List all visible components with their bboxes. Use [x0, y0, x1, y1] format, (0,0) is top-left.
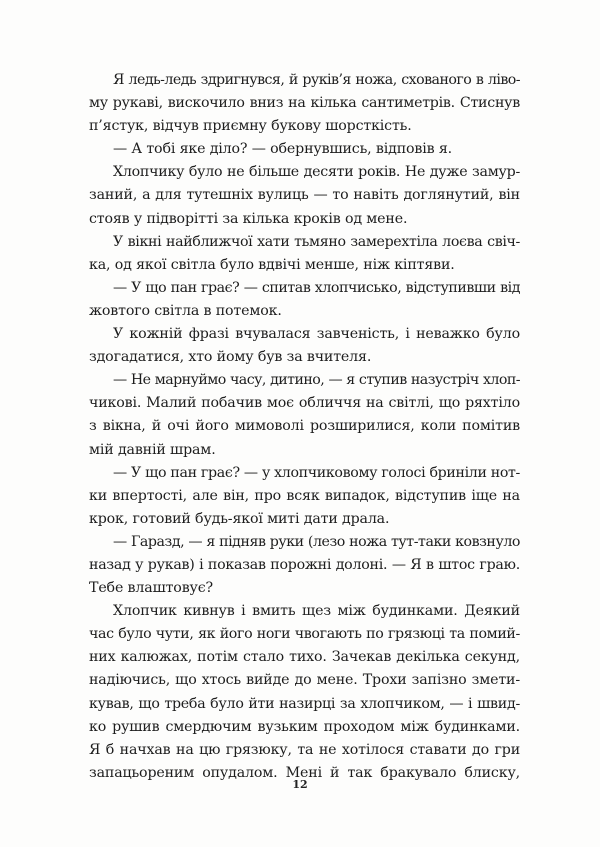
text-line: крок, готовий будь-якої миті дати драла.: [89, 510, 390, 527]
text-line: назад у рукав) і показав порожні долоні. — Я в штос граю.: [89, 556, 520, 573]
text-line: — У що пан грає? — спитав хлопчисько, відступивши від: [113, 279, 520, 296]
text-line: стояв у підворітті за кілька кроків од мене.: [89, 210, 408, 227]
text-line: У вікні найближчої хати тьмяно замерехтіла лоєва свіч-: [113, 233, 520, 250]
text-line: з вікна, й очі його мимоволі розширилися, коли помітив: [89, 418, 520, 435]
text-line: Тебе влаштовує?: [89, 580, 213, 597]
text-line: кував, що треба було йти назирці за хлопчиком, — і швид-: [89, 695, 520, 712]
text-line: чикові. Малий побачив моє обличчя на світлі, що ряхтіло: [89, 395, 520, 412]
text-line: У кожній фразі вчувалася завченість, і неважко було: [113, 326, 520, 343]
text-line: здогадатися, хто йому був за вчителя.: [89, 349, 372, 366]
text-line: Хлопчик кивнув і вмить щез між будинками. Деякий: [113, 603, 520, 620]
text-line: Я ледь-ледь здригнувся, й руків’я ножа, схованого в ліво-: [113, 72, 520, 88]
text-line: му рукаві, вискочило вниз на кілька сантиметрів. Стиснув: [89, 95, 520, 112]
text-line: — Не марнуймо часу, дитино, — я ступив назустріч хлоп-: [113, 372, 520, 389]
page-number: 12: [292, 778, 308, 791]
text-line: запацьореним опудалом. Мені й так бракувало блиску,: [89, 764, 520, 781]
text-line: п’ястук, відчув приємну букову шорсткість.: [89, 118, 412, 135]
text-line: — А тобі яке діло? — обернувшись, відповів я.: [113, 141, 452, 158]
text-line: ка, од якої світла було вдвічі менше, ніж кіптяви.: [89, 256, 455, 273]
text-line: — У що пан грає? — у хлопчиковому голосі бриніли нот-: [113, 464, 520, 481]
text-line: мій давній шрам.: [89, 441, 216, 458]
text-line: жовтого світла в потемок.: [89, 302, 282, 319]
text-line: ко рушив смердючим вузьким проходом між будинками.: [89, 718, 520, 735]
text-line: — Гаразд, — я підняв руки (лезо ножа тут-таки ковзнуло: [113, 533, 520, 550]
text-line: надіючись, що хтось вийде до мене. Трохи запізно змети-: [89, 672, 520, 689]
text-line: заний, а для тутешніх вулиць — то навіть доглянутий, він: [89, 187, 520, 204]
text-line: них калюжах, потім стало тихо. Зачекав декілька секунд,: [89, 649, 520, 666]
text-line: ки впертості, але він, про всяк випадок, відступив іще на: [89, 487, 520, 504]
text-line: Хлопчику було не більше десяти років. Не дуже замур-: [113, 164, 520, 181]
text-line: Я б начхав на цю грязюку, та не хотілося ставати до гри: [89, 741, 520, 758]
page-body-text: [89, 69, 520, 785]
text-line: час було чути, як його ноги чвогають по грязюці та помий-: [89, 626, 520, 643]
